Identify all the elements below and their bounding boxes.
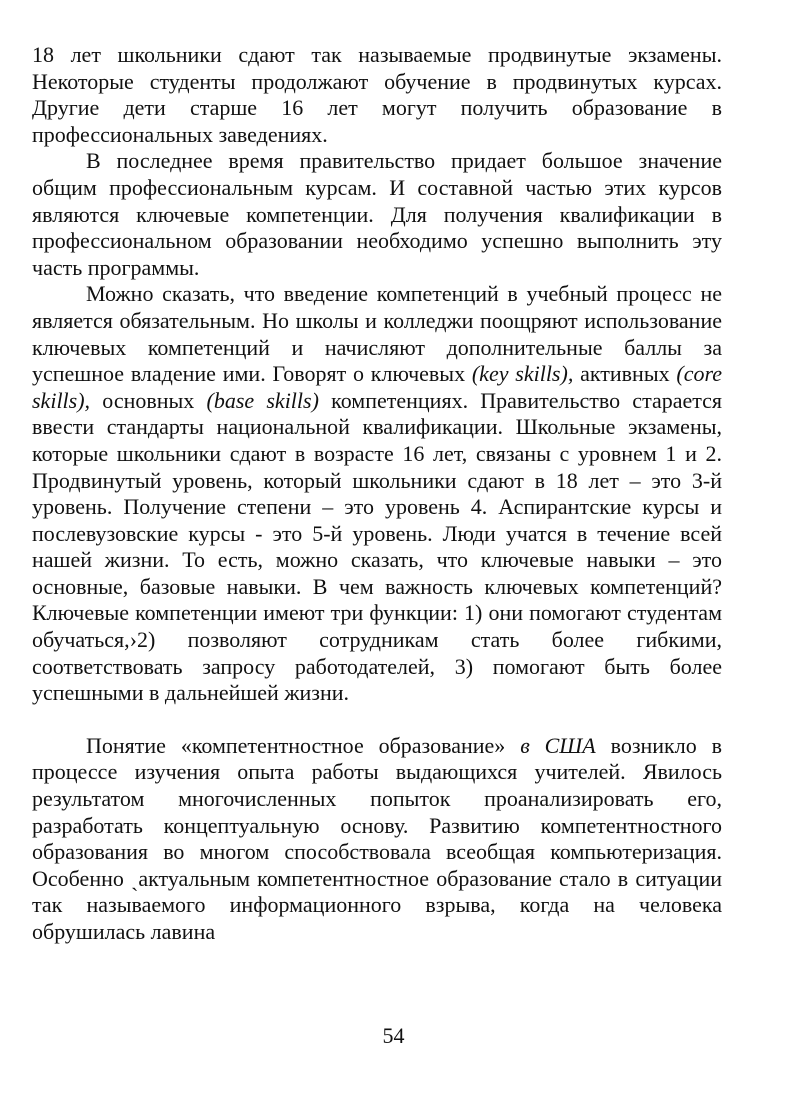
paragraph-1 <box>32 42 722 148</box>
term-base-skills: (base skills) <box>206 387 319 413</box>
paragraph-2 <box>32 148 722 281</box>
paragraph-4-text: Понятие «компетентностное образование» <box>86 732 521 758</box>
paragraph-3-text: компетенциях. Правительство старается ввести стандарты национальной квалификации. Школьные экзамены, которые школьники сдают в возрасте 16 лет, связаны с уровнем 1 и 2. Продвинутый уровень, который школьники сдают в 18 лет – это 3-й уровень. Получение степени – это уровень 4. Аспирантские курсы и послевузовские курсы - это 5-й уровень. Люди учатся в течение всей нашей жизни. То есть, можно сказать, что ключевые навыки – это основные, базовые навыки. В чем важность ключевых компетенций? Ключевые компетенции имеют три функции: 1) они помогают студентам обучаться,›2) позволяют сотрудникам стать более гибкими, соответствовать запросу работодателей, 3) помогают быть более успешными в дальнейшей жизни. <box>32 387 723 706</box>
paragraph-2-text: В последнее время правительство придает большое значение общим профессиональным курсам. И составной частью этих курсов являются ключевые компетенции. Для получения квалификации в профессиональном образовании необходимо успешно выполнить эту часть программы. <box>32 148 722 280</box>
term-key-skills: (key skills), <box>471 361 574 387</box>
term-core-skills: (core skills), <box>32 361 723 413</box>
page-body <box>32 42 722 946</box>
paragraph-3-text: Можно сказать, что введение компетенций в учебный процесс не является обязательным. Но школы и колледжи поощряют использование ключевых компетенций и начисляют дополнительные баллы за успешное владение ими. Говорят о ключевых <box>32 281 722 387</box>
paragraph-3-text: основных <box>90 387 207 413</box>
paragraph-4 <box>32 733 722 946</box>
paragraph-3 <box>32 281 722 707</box>
paragraph-4-text: возникло в процессе изучения опыта работы выдающихся учителей. Явилось результатом многочисленных попыток проанализировать его, разработать концептуальную основу. Развитию компетентностного образования во многом способствовала всеобщая компьютеризация. Особенно ˏактуальным компетентностное образование стало в ситуации так называемого информационного взрыва, когда на человека обрушилась лавина <box>32 732 722 944</box>
paragraph-3-text: активных <box>573 361 677 387</box>
page-number: 54 <box>382 1023 405 1048</box>
term-usa: в США <box>520 732 596 758</box>
paragraph-1-text: 18 лет школьники сдают так называемые продвинутые экзамены. Некоторые студенты продолжают обучение в продвинутых курсах. Другие дети старше 16 лет могут получить образование в профессиональных заведениях. <box>32 42 722 147</box>
